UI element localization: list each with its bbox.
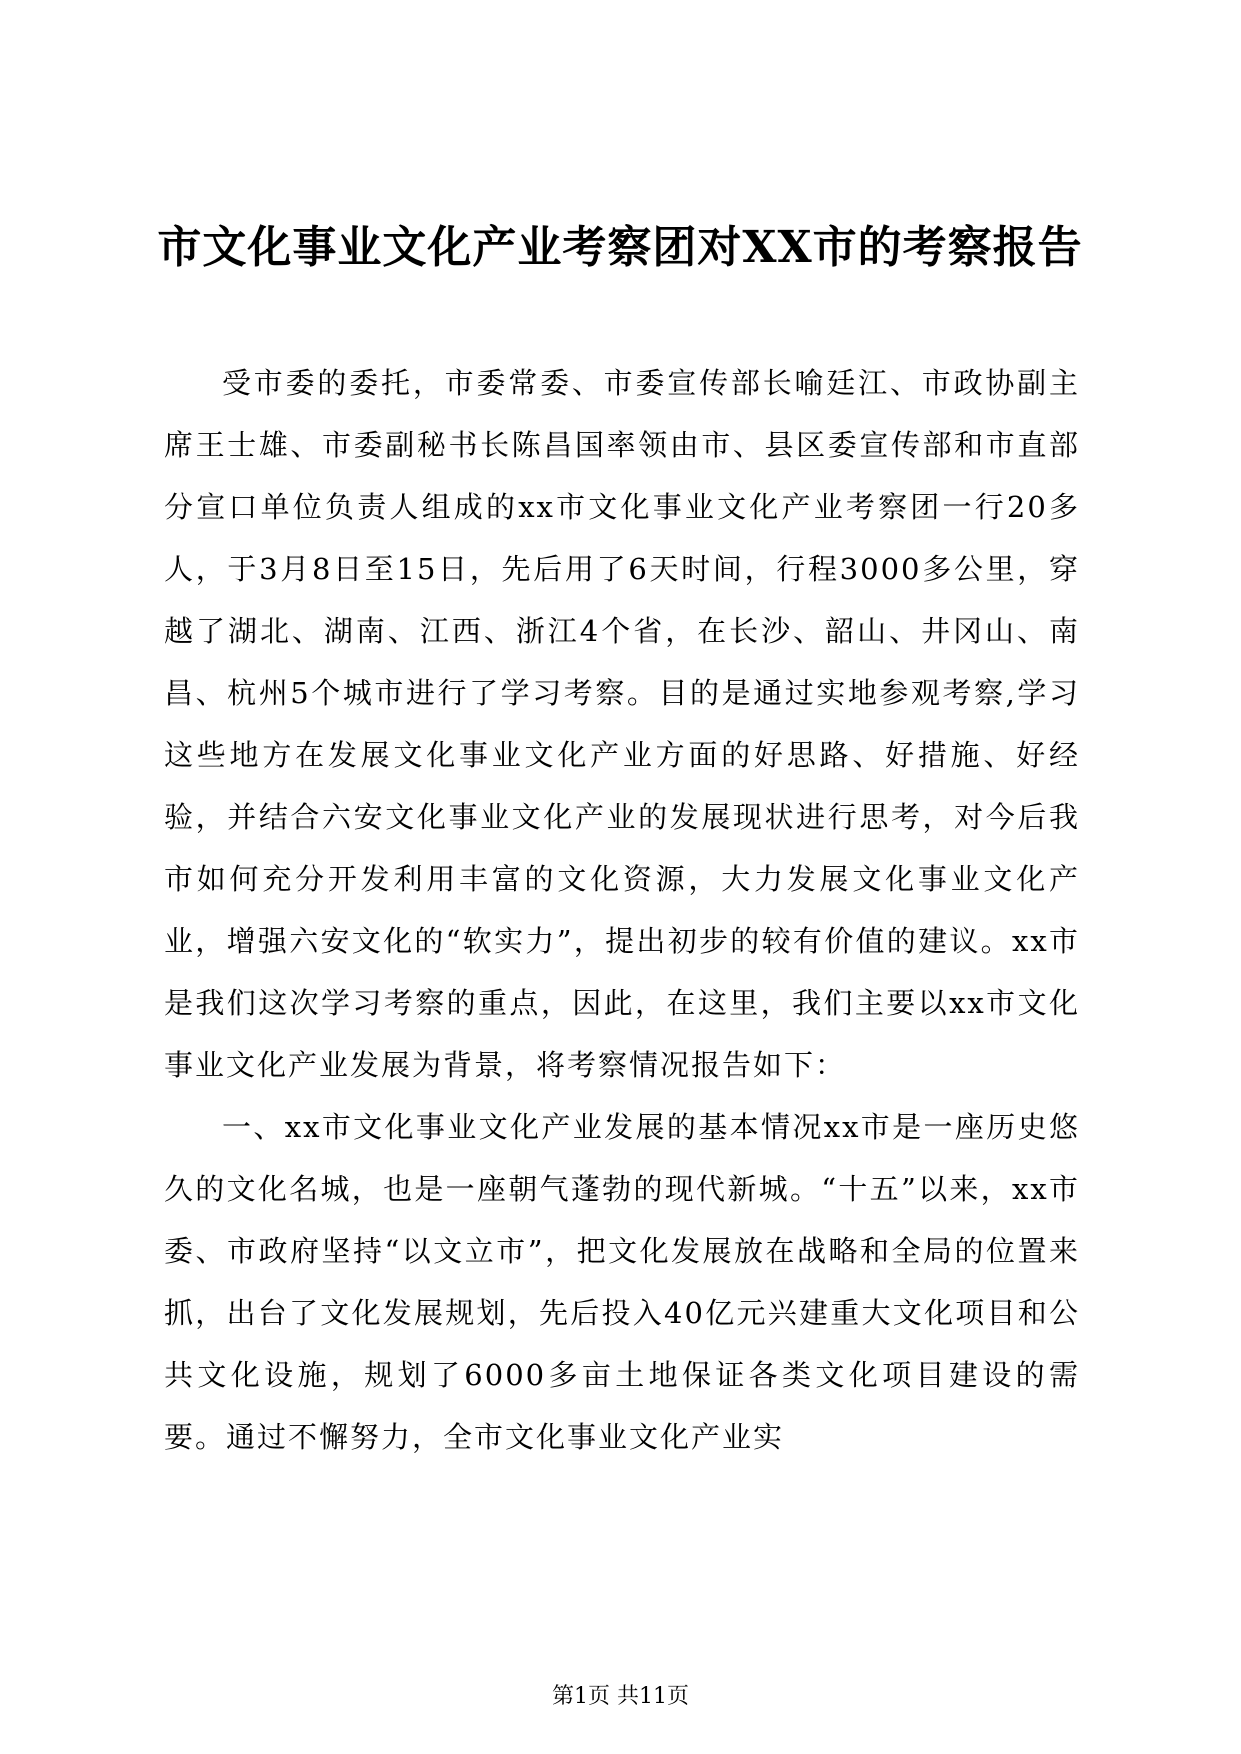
page-footer: 第1页 共11页 [552, 1684, 689, 1709]
page-title: 市文化事业文化产业考察团对XX市的考察报告 [157, 222, 1083, 274]
paragraph-intro: 受市委的委托，市委常委、市委宣传部长喻廷江、市政协副主席王士雄、市委副秘书长陈昌国率领由市、县区委宣传部和市直部分宣口单位负责人组成的xx市文化事业文化产业考察团一行20多人，于3月8日至15日，先后用了6天时间，行程3000多公里，穿越了湖北、湖南、江西、浙江4个省，在长沙、韶山、井冈山、南昌、杭州5个城市进行了学习考察。目的是通过实地参观考察,学习这些地方在发展文化事业文化产业方面的好思路、好措施、好经验，并结合六安文化事业文化产业的发展现状进行思考，对今后我市如何充分开发利用丰富的文化资源，大力发展文化事业文化产业，增强六安文化的“软实力”，提出初步的较有价值的建议。xx市是我们这次学习考察的重点，因此，在这里，我们主要以xx市文化事业文化产业发展为背景，将考察情况报告如下： [164, 366, 1080, 1082]
document-body [164, 352, 1080, 1468]
paragraph-section-one: 一、xx市文化事业文化产业发展的基本情况xx市是一座历史悠久的文化名城，也是一座朝气蓬勃的现代新城。“十五”以来，xx市委、市政府坚持“以文立市”，把文化发展放在战略和全局的位置来抓，出台了文化发展规划，先后投入40亿元兴建重大文化项目和公共文化设施，规划了6000多亩土地保证各类文化项目建设的需要。通过不懈努力，全市文化事业文化产业实 [164, 1110, 1080, 1454]
